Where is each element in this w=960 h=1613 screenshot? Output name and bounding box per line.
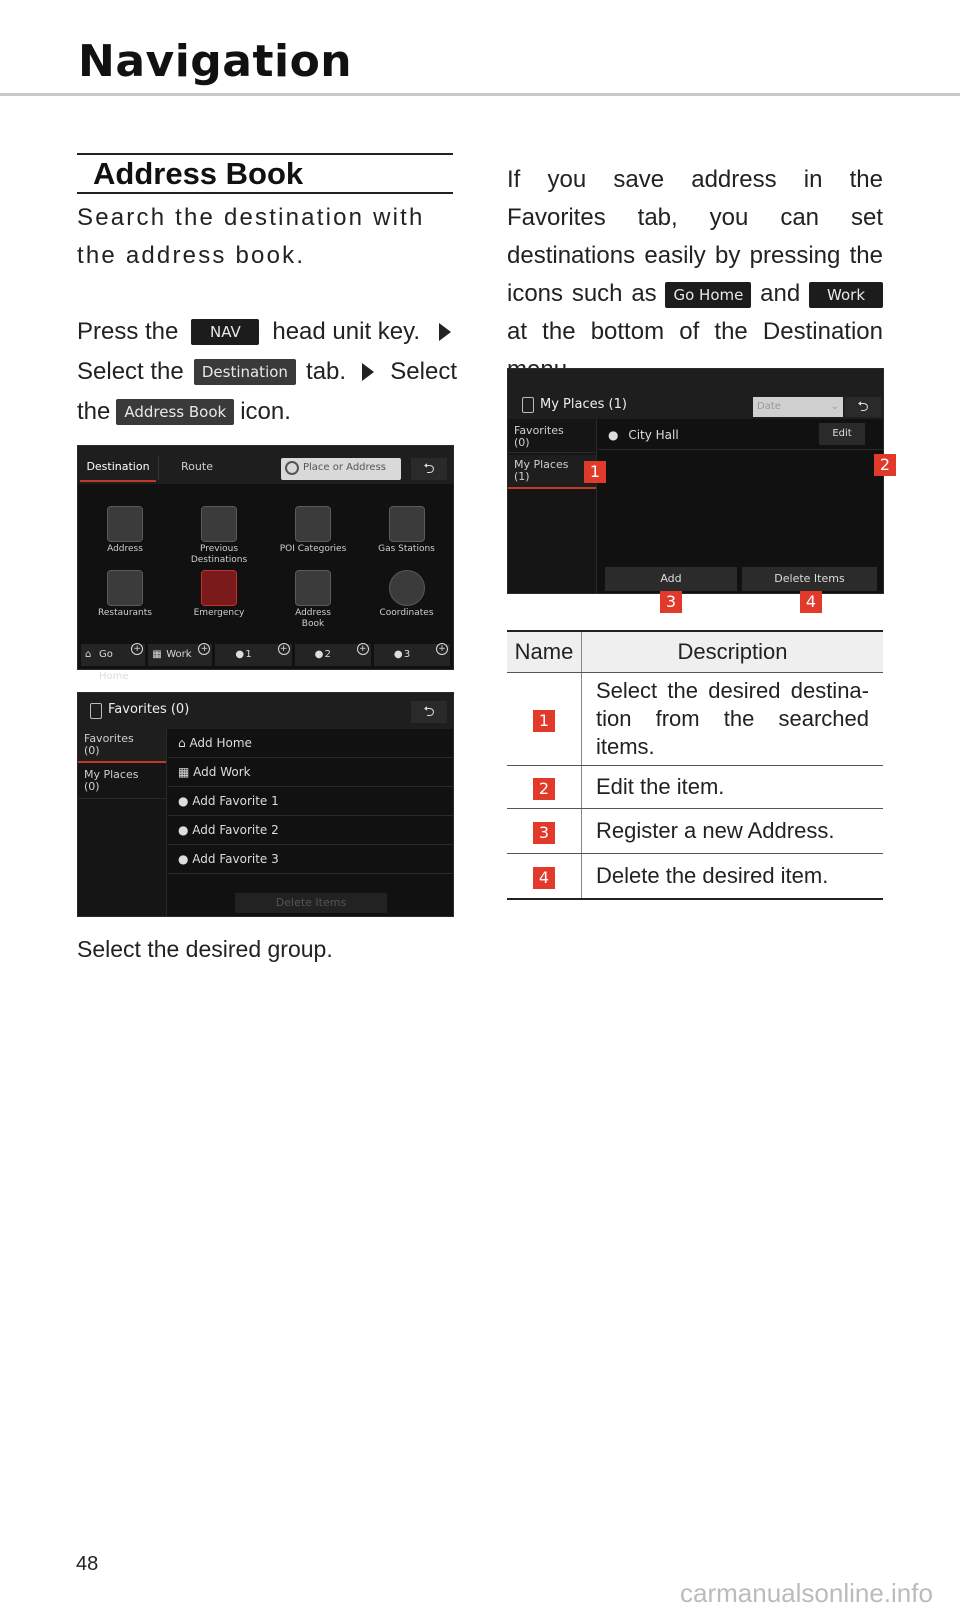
callout-badge-4: 4 (533, 867, 555, 889)
favorite-pin-icon: ● (393, 649, 403, 660)
add-button[interactable]: Add (605, 567, 737, 591)
my-places-title: My Places (1) (540, 397, 627, 412)
section-bottom-rule (77, 192, 453, 194)
quick-destination-bar (81, 644, 450, 682)
menu-item-label: POI Categories (279, 544, 347, 554)
work-chip: Work (809, 282, 883, 308)
menu-item-label: Address (107, 544, 143, 554)
menu-grid-row-1 (78, 506, 453, 566)
edit-button[interactable]: Edit (819, 423, 865, 445)
place-pin-icon: ● (608, 428, 619, 442)
table-cell-description: Delete the desired item. (582, 854, 884, 900)
list-item-label: Add Favorite 1 (192, 794, 279, 808)
menu-item-restaurants[interactable] (78, 570, 172, 618)
section-title: Address Book (93, 156, 304, 191)
callout-badge-3: 3 (533, 822, 555, 844)
my-places-header (508, 369, 883, 419)
favorite-pin-icon: ● (178, 852, 193, 866)
list-item-label: Add Favorite 3 (192, 852, 279, 866)
sidebar-item-my-places[interactable] (508, 455, 596, 489)
sidebar-item-count: (0) (514, 436, 530, 449)
favorite-2-label: 2 (324, 649, 331, 660)
place-item-city-hall[interactable] (598, 421, 883, 450)
menu-item-address-book[interactable] (266, 570, 360, 630)
menu-item-label: Address Book (295, 608, 331, 629)
caption-select-group-text: Select the desired group. (77, 936, 333, 962)
plus-icon: + (436, 643, 448, 655)
table-cell-description: Register a new Address. (582, 809, 884, 854)
favorite-pin-icon: ● (178, 794, 193, 808)
delete-items-button[interactable]: Delete Items (235, 893, 387, 913)
favorites-header (78, 693, 453, 729)
plus-icon: + (357, 643, 369, 655)
callout-badge-2: 2 (874, 454, 896, 476)
explanation-text-1: If you save address in the Favorites tab, you can set destinations easily by pressing the icons such as (507, 166, 883, 307)
sidebar-item-favorites[interactable] (78, 729, 166, 763)
sidebar-item-favorites[interactable] (508, 421, 596, 453)
chapter-title: Navigation (78, 36, 353, 87)
restaurant-icon (107, 570, 143, 606)
search-input[interactable] (281, 458, 401, 480)
poi-icon (295, 506, 331, 542)
list-item-add-favorite-1[interactable] (168, 787, 453, 816)
address-book-icon (295, 570, 331, 606)
back-button[interactable]: ⮌ (845, 397, 881, 417)
step-press: Press the (77, 318, 179, 345)
menu-item-label: Gas Stations (378, 544, 435, 554)
group-sidebar (508, 419, 597, 593)
list-item-label: Add Work (193, 765, 251, 779)
search-icon (285, 461, 299, 475)
step-the: the (77, 398, 111, 425)
menu-item-previous-destinations[interactable] (172, 506, 266, 566)
home-icon: ⌂ (85, 649, 92, 660)
instruction-steps (77, 312, 457, 432)
plus-icon: + (198, 643, 210, 655)
gas-station-icon (389, 506, 425, 542)
favorite-1-label: 1 (245, 649, 252, 660)
favorite-3-button[interactable] (374, 644, 450, 666)
sidebar-item-label: My Places (514, 458, 569, 471)
description-table (507, 630, 883, 900)
favorite-3-label: 3 (403, 649, 411, 660)
destination-tab-chip: Destination (194, 359, 296, 385)
sidebar-item-count: (0) (84, 744, 100, 757)
sort-select[interactable] (753, 397, 843, 417)
building-icon: ▦ (178, 765, 194, 779)
step-icon: icon. (240, 398, 291, 425)
table-row (507, 854, 883, 900)
favorites-list (168, 729, 453, 874)
table-cell-description: Select the desired destina-tion from the searched items. (582, 673, 884, 766)
work-button[interactable] (148, 644, 212, 666)
menu-item-poi-categories[interactable] (266, 506, 360, 555)
sidebar-item-label: Favorites (84, 732, 134, 745)
go-home-label: Go Home (99, 649, 129, 682)
plus-icon: + (131, 643, 143, 655)
menu-item-label: Emergency (193, 608, 245, 618)
sidebar-item-my-places[interactable] (78, 765, 166, 799)
favorites-title: Favorites (0) (108, 702, 190, 717)
chevron-down-icon: ⌄ (830, 401, 839, 412)
sidebar-item-label: My Places (84, 768, 139, 781)
step-head-unit: head unit key. (272, 318, 421, 345)
callout-badge-4: 4 (800, 591, 822, 613)
list-item-add-work[interactable] (168, 758, 453, 787)
coordinates-icon (389, 570, 425, 606)
menu-item-emergency[interactable] (172, 570, 266, 618)
menu-item-label: Coordinates (379, 608, 434, 618)
favorite-1-button[interactable] (215, 644, 291, 666)
callout-badge-1: 1 (533, 710, 555, 732)
table-row (507, 809, 883, 854)
callout-badge-3: 3 (660, 591, 682, 613)
favorites-explanation (507, 161, 883, 389)
table-header-name: Name (507, 631, 582, 673)
group-sidebar (78, 729, 167, 916)
table-row (507, 766, 883, 809)
arrow-right-icon (439, 323, 451, 341)
table-header-description: Description (582, 631, 884, 673)
table-row (507, 673, 883, 766)
intro-text: Search the destination with the address book. (77, 204, 425, 269)
menu-item-address[interactable] (78, 506, 172, 554)
building-icon: ▦ (152, 649, 162, 660)
list-item-label: Add Home (189, 736, 252, 750)
favorites-screenshot (77, 692, 454, 917)
home-icon: ⌂ (178, 736, 190, 750)
menu-item-label: Restaurants (98, 608, 152, 618)
tab-destination[interactable]: Destination (80, 456, 156, 482)
favorite-2-button[interactable] (295, 644, 371, 666)
sidebar-item-count: (0) (84, 780, 100, 793)
list-item-label: Add Favorite 2 (192, 823, 279, 837)
section-top-rule (77, 153, 453, 155)
work-label: Work (166, 649, 192, 660)
plus-icon: + (278, 643, 290, 655)
page-number: 48 (76, 1553, 99, 1575)
menu-grid-row-2 (78, 570, 453, 630)
list-item-add-home[interactable] (168, 729, 453, 758)
emergency-icon (201, 570, 237, 606)
menu-item-coordinates[interactable] (360, 570, 453, 618)
back-button[interactable]: ⮌ (411, 458, 447, 480)
step-select2: Select (390, 358, 457, 385)
delete-items-button[interactable]: Delete Items (742, 567, 877, 591)
table-cell-description: Edit the item. (582, 766, 884, 809)
sort-value: Date (757, 401, 781, 412)
back-button[interactable]: ⮌ (411, 701, 447, 723)
go-home-button[interactable] (81, 644, 145, 682)
menu-item-label: Previous Destinations (190, 544, 248, 565)
search-placeholder: Place or Address (303, 462, 386, 473)
callout-badge-2: 2 (533, 778, 555, 800)
sidebar-item-count: (1) (514, 470, 530, 483)
location-icon (90, 703, 102, 719)
address-icon (107, 506, 143, 542)
step-tab: tab. (306, 358, 347, 385)
my-places-screenshot (507, 368, 884, 594)
step-select: Select the (77, 358, 184, 385)
watermark: carmanualsonline.info (680, 1578, 933, 1608)
favorite-pin-icon: ● (178, 823, 193, 837)
favorite-pin-icon: ● (314, 649, 324, 660)
callout-badge-1: 1 (584, 461, 606, 483)
header-divider (0, 93, 960, 96)
place-item-label: City Hall (628, 428, 679, 442)
previous-destinations-icon (201, 506, 237, 542)
list-item-add-favorite-3[interactable] (168, 845, 453, 874)
go-home-chip: Go Home (665, 282, 751, 308)
favorite-pin-icon: ● (235, 649, 245, 660)
tab-route[interactable]: Route (158, 456, 235, 480)
location-icon (522, 397, 534, 413)
explanation-and: and (760, 280, 801, 307)
tab-bar (78, 446, 453, 484)
sidebar-item-label: Favorites (514, 424, 564, 437)
arrow-right-icon (362, 363, 374, 381)
destination-menu-screenshot (77, 445, 454, 682)
menu-item-gas-stations[interactable] (360, 506, 453, 554)
explanation-text-2: at the bottom of the Destination (507, 318, 883, 345)
list-item-add-favorite-2[interactable] (168, 816, 453, 845)
address-book-chip: Address Book (116, 399, 234, 425)
nav-key-chip: NAV (191, 319, 259, 345)
